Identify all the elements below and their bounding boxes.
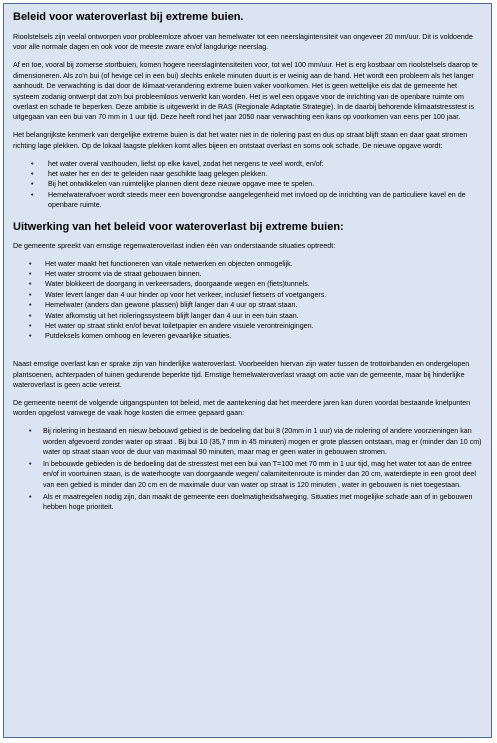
nuisance-list bbox=[13, 259, 482, 342]
list-item: • het water overal vasthouden, liefst op elke kavel, zodat het nergens te veel wordt, en/of: bbox=[13, 159, 482, 169]
section-title: Uitwerking van het beleid voor wateroverlast bij extreme buien: bbox=[13, 220, 344, 233]
list-item: • Water levert langer dan 4 uur hinder op voor het verkeer, inclusief fietsers of voetgangers. bbox=[13, 290, 482, 300]
list-item: • Hemelwater (anders dan gewone plassen) blijft langer dan 4 uur op straat staan. bbox=[13, 300, 482, 310]
list-item: • Water afkomstig uit het rioleringssysteem blijft langer dan 4 uur in een tuin staan. bbox=[13, 311, 482, 321]
paragraph-serious-nuisance: De gemeente spreekt van ernstige regenwateroverlast indien één van onderstaande situaties optreedt: bbox=[13, 241, 336, 250]
paragraph-extreme-showers: Af en toe, vooral bij zomerse stortbuien, komen hogere neerslagintensiteiten voor, tot wel 100 mm/uur. Het is erg kostbaar om rioolstelsels daarop te dimensioneren. Als zo'n bui (of hevige cel in een bui) slechts enkele minuten duurt is er weinig aan de hand. Het wordt een probleem als het langer aanhoudt. De verwachting is dat door de klimaat-verandering extreme buien vaker voorkomen. Het is geen wettelijke eis dat de gemeente het systeem zodanig ontwerpt dat zo'n bui probleemloos verwerkt kan worden. Het is wel een opgave voor de inrichting van de openbare ruimte om overlast en schade te beperken. Deze ambitie is uitgewerkt in de RAS (Regionale Adaptatie Strategie). In de daarbij behorende klimaatstresstest is uitgegaan van een bui van 70 mm in 1 uur tijd. Deze heeft rond het jaar 2050 naar verwachting een kans op voorkomen van eens per 100 jaar. bbox=[13, 61, 478, 122]
list-item: • Putdeksels komen omhoog en leveren gevaarlijke situaties. bbox=[13, 331, 482, 341]
paragraph-minor-nuisance: Naast ernstige overlast kan er sprake zijn van hinderlijke wateroverlast. Voorbeelden hiervan zijn water tussen de trottoirbanden en ondergelopen plantsoenen, achterpaden of tuinen gedurende beperkte tijd. Ernstige hemelwateroverlast vraagt om actie van de gemeente, maar bij hinderlijke wateroverlast is geen actie vereist. bbox=[13, 360, 470, 390]
list-item: • Water blokkeert de doorgang in verkeersaders, doorgaande wegen en (fiets)tunnels. bbox=[13, 279, 482, 289]
list-item: • Het water stroomt via de straat gebouwen binnen. bbox=[13, 269, 482, 279]
list-item: • Als er maatregelen nodig zijn, dan maakt de gemeente een doelmatigheidsafweging. Situaties met mogelijke schade aan of in gebouwen hebben hoge prioriteit. bbox=[13, 492, 482, 513]
list-item: • Het water op straat stinkt en/of bevat toiletpapier en andere visuele verontreinigingen. bbox=[13, 321, 482, 331]
task-list bbox=[13, 159, 482, 211]
list-item: • het water her en der te geleiden naar geschikte laag gelegen plekken. bbox=[13, 169, 482, 179]
list-item: • Hemelwaterafvoer wordt steeds meer een bovengrondse aangelegenheid met invloed op de inrichting van de particuliere kavel en de openbare ruimte. bbox=[13, 190, 482, 211]
list-item: • Bij riolering in bestaand en nieuw bebouwd gebied is de bedoeling dat bui 8 (20mm in 1 uur) via de riolering of andere voorzieningen kan worden afgevoerd zonder water op straat . Bij bui 10 (35,7 mm in 45 minuten) mogen er grote plassen ontstaan, mag er (minder dan 10 cm) water op straat staan voor de duur van maximaal 90 minuten, maar mag er geen water in gebouwen stromen. bbox=[13, 426, 482, 457]
paragraph-principles: De gemeente neemt de volgende uitgangspunten tot beleid, met de aantekening dat het meerdere jaren kan duren voordat bestaande knelpunten worden opgelost vanwege de vaak hoge kosten die ermee gepaard gaan: bbox=[13, 398, 471, 418]
principles-list bbox=[13, 426, 482, 512]
paragraph-new-task: Het belangrijkste kenmerk van dergelijke extreme buien is dat het water niet in de riolering past en dus op straat blijft staan en daar gaat stromen richting lage plekken. Op de lokaal laagste plekken komt alles bijeen en ontstaat overlast en soms ook schade. De nieuwe opgave wordt: bbox=[13, 131, 468, 150]
paragraph-design-capacity: Rioolstelsels zijn veelal ontworpen voor probleemloze afvoer van hemelwater tot een neerslagintensiteit van ongeveer 20 mm/uur. Dit is voldoende voor alle normale dagen en ook voor de meeste zware en/of langdurige neerslag. bbox=[13, 33, 473, 52]
page-title: Beleid voor wateroverlast bij extreme buien. bbox=[13, 11, 244, 23]
spacer bbox=[13, 349, 482, 359]
list-item: • Het water maakt het functioneren van vitale netwerken en objecten onmogelijk. bbox=[13, 259, 482, 269]
policy-text-box bbox=[3, 3, 492, 738]
list-item: • Bij het ontwikkelen van ruimtelijke plannen dient deze nieuwe opgave mee te spelen. bbox=[13, 179, 482, 189]
list-item: • In bebouwde gebieden is de bedoeling dat de stresstest met een bui van T=100 met 70 mm in 1 uur tijd, mag het water tot aan de entree en/of in voortuinen staan, is de waterhoogte van doorgaande wegen/ calamiteitenroute is minder dan 20 cm, waterdiepte in een groot deel van een gebied is minder dan 20 cm en de maximale duur van water op straat is 120 minuten , water in gebouwen is niet toegestaan. bbox=[13, 459, 482, 490]
